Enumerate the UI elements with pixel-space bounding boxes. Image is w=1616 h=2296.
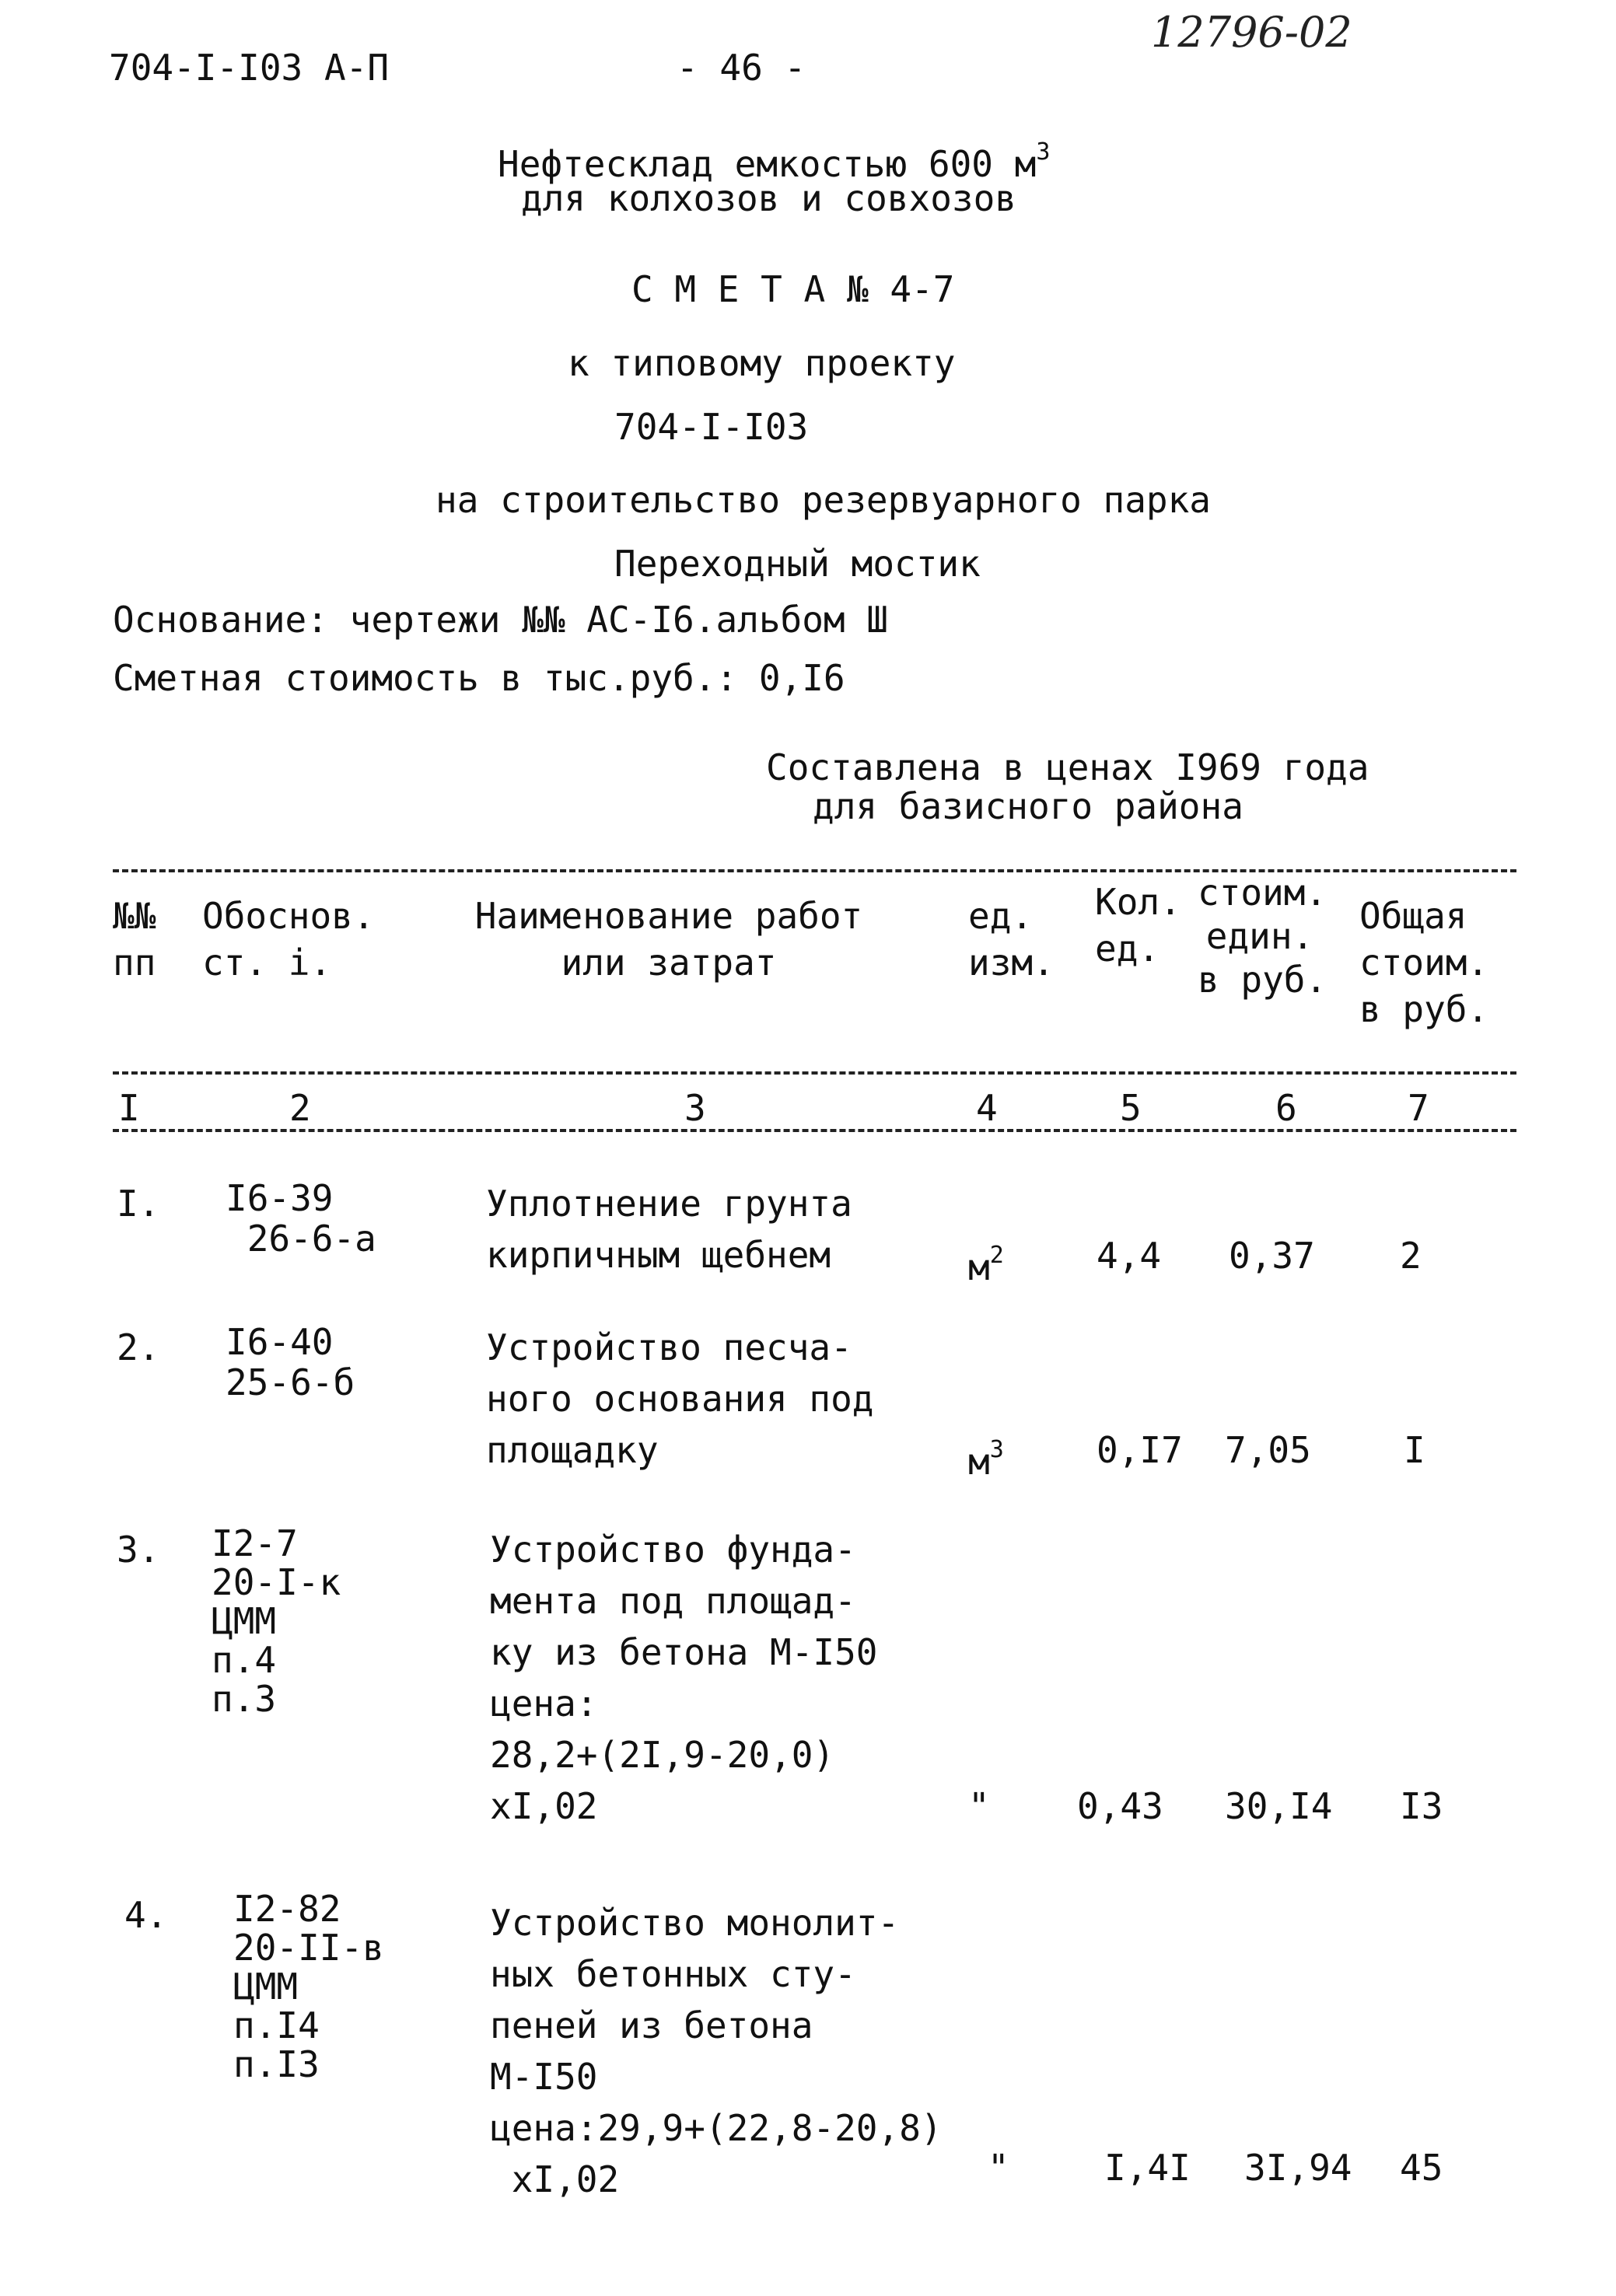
header-unit: ед. изм. (968, 895, 1055, 984)
row1-unit (968, 1230, 1004, 1293)
row2-name: Устройство песча- ного основания под площадку (486, 1326, 874, 1471)
header-total: Общая стоим. в руб. (1359, 895, 1489, 1030)
row1-qty: 4,4 (1097, 1235, 1162, 1277)
row2-unit-text: м (968, 1441, 990, 1483)
row2-unit-sup: 3 (989, 1436, 1004, 1463)
row4-unit: " (988, 2147, 1009, 2189)
header-basis: Обоснов. ст. i. (202, 895, 375, 984)
row1-num: I. (117, 1183, 160, 1225)
to-project: к типовому проекту (568, 342, 956, 384)
row1-unit-sup: 2 (989, 1242, 1004, 1269)
header-bottom-rule (113, 1071, 1516, 1075)
column-numbers-rule (113, 1129, 1516, 1132)
row2-qty: 0,I7 (1097, 1429, 1183, 1471)
project-no: 704-I-I03 (614, 406, 809, 448)
header-num: №№ пп (113, 895, 156, 984)
row2-num: 2. (117, 1326, 160, 1368)
row4-total: 45 (1400, 2147, 1443, 2189)
row4-name: Устройство монолит- ных бетонных сту- пеней из бетона М-I50 цена:29,9+(22,8-20,8) xI,02 (490, 1902, 943, 2200)
row1-unit-cost: 0,37 (1229, 1235, 1315, 1277)
archive-number: 12796-02 (1151, 8, 1352, 57)
row2-unit (968, 1424, 1004, 1487)
row1-total: 2 (1400, 1235, 1422, 1277)
col-number-7: 7 (1408, 1087, 1429, 1129)
prices-line2: для базисного района (813, 785, 1243, 827)
col-number-5: 5 (1120, 1087, 1142, 1129)
header-unit-cost: стоим. един. в руб. (1198, 872, 1327, 1001)
col-number-6: 6 (1275, 1087, 1297, 1129)
object-name: Переходный мостик (614, 543, 981, 585)
row4-qty: I,4I (1104, 2147, 1191, 2189)
title-line1-text: Нефтесклад емкостью 600 м (498, 143, 1037, 185)
row3-total: I3 (1400, 1785, 1443, 1827)
col-number-4: 4 (976, 1087, 998, 1129)
basis-line: Основание: чертежи №№ АС-I6.альбом Ш (113, 599, 888, 641)
row3-num: 3. (117, 1529, 160, 1571)
col-number-2: 2 (289, 1087, 311, 1129)
header-name: Наименование работ или затрат (474, 895, 863, 984)
row1-name: Уплотнение грунта кирпичным щебнем (486, 1183, 852, 1276)
col-number-1: I (118, 1087, 140, 1129)
construction-line: на строительство резервуарного парка (435, 479, 1211, 521)
smeta-title: С М Е Т А № 4-7 (631, 268, 955, 310)
col-number-3: 3 (684, 1087, 706, 1129)
project-code: 704-I-I03 А-П (109, 47, 390, 89)
row3-qty: 0,43 (1077, 1785, 1163, 1827)
row4-unit-cost: 3I,94 (1244, 2147, 1352, 2189)
row3-basis: I2-7 20-I-к ЦММ п.4 п.3 (212, 1522, 341, 1720)
row4-basis: I2-82 20-II-в ЦММ п.I4 п.I3 (233, 1888, 384, 2085)
header-qty: Кол. ед. (1095, 881, 1181, 970)
row3-unit: " (968, 1785, 990, 1827)
row2-unit-cost: 7,05 (1225, 1429, 1311, 1471)
row4-num: 4. (124, 1894, 168, 1936)
title-line1-sup: 3 (1036, 138, 1051, 166)
row1-basis: I6-39 26-6-а (226, 1177, 376, 1260)
page-number: - 46 - (677, 47, 806, 89)
row3-name: Устройство фунда- мента под площад- ку из бетона М-I50 цена: 28,2+(2I,9-20,0) xI,02 (490, 1529, 878, 1827)
row2-total: I (1404, 1429, 1425, 1471)
row3-unit-cost: 30,I4 (1225, 1785, 1333, 1827)
cost-line: Сметная стоимость в тыс.руб.: 0,I6 (113, 657, 845, 699)
row2-basis: I6-40 25-6-б (226, 1321, 355, 1403)
title-line2: для колхозов и совхозов (521, 177, 1016, 219)
row1-unit-text: м (968, 1246, 990, 1288)
prices-line1: Составлена в ценах I969 года (766, 746, 1369, 788)
